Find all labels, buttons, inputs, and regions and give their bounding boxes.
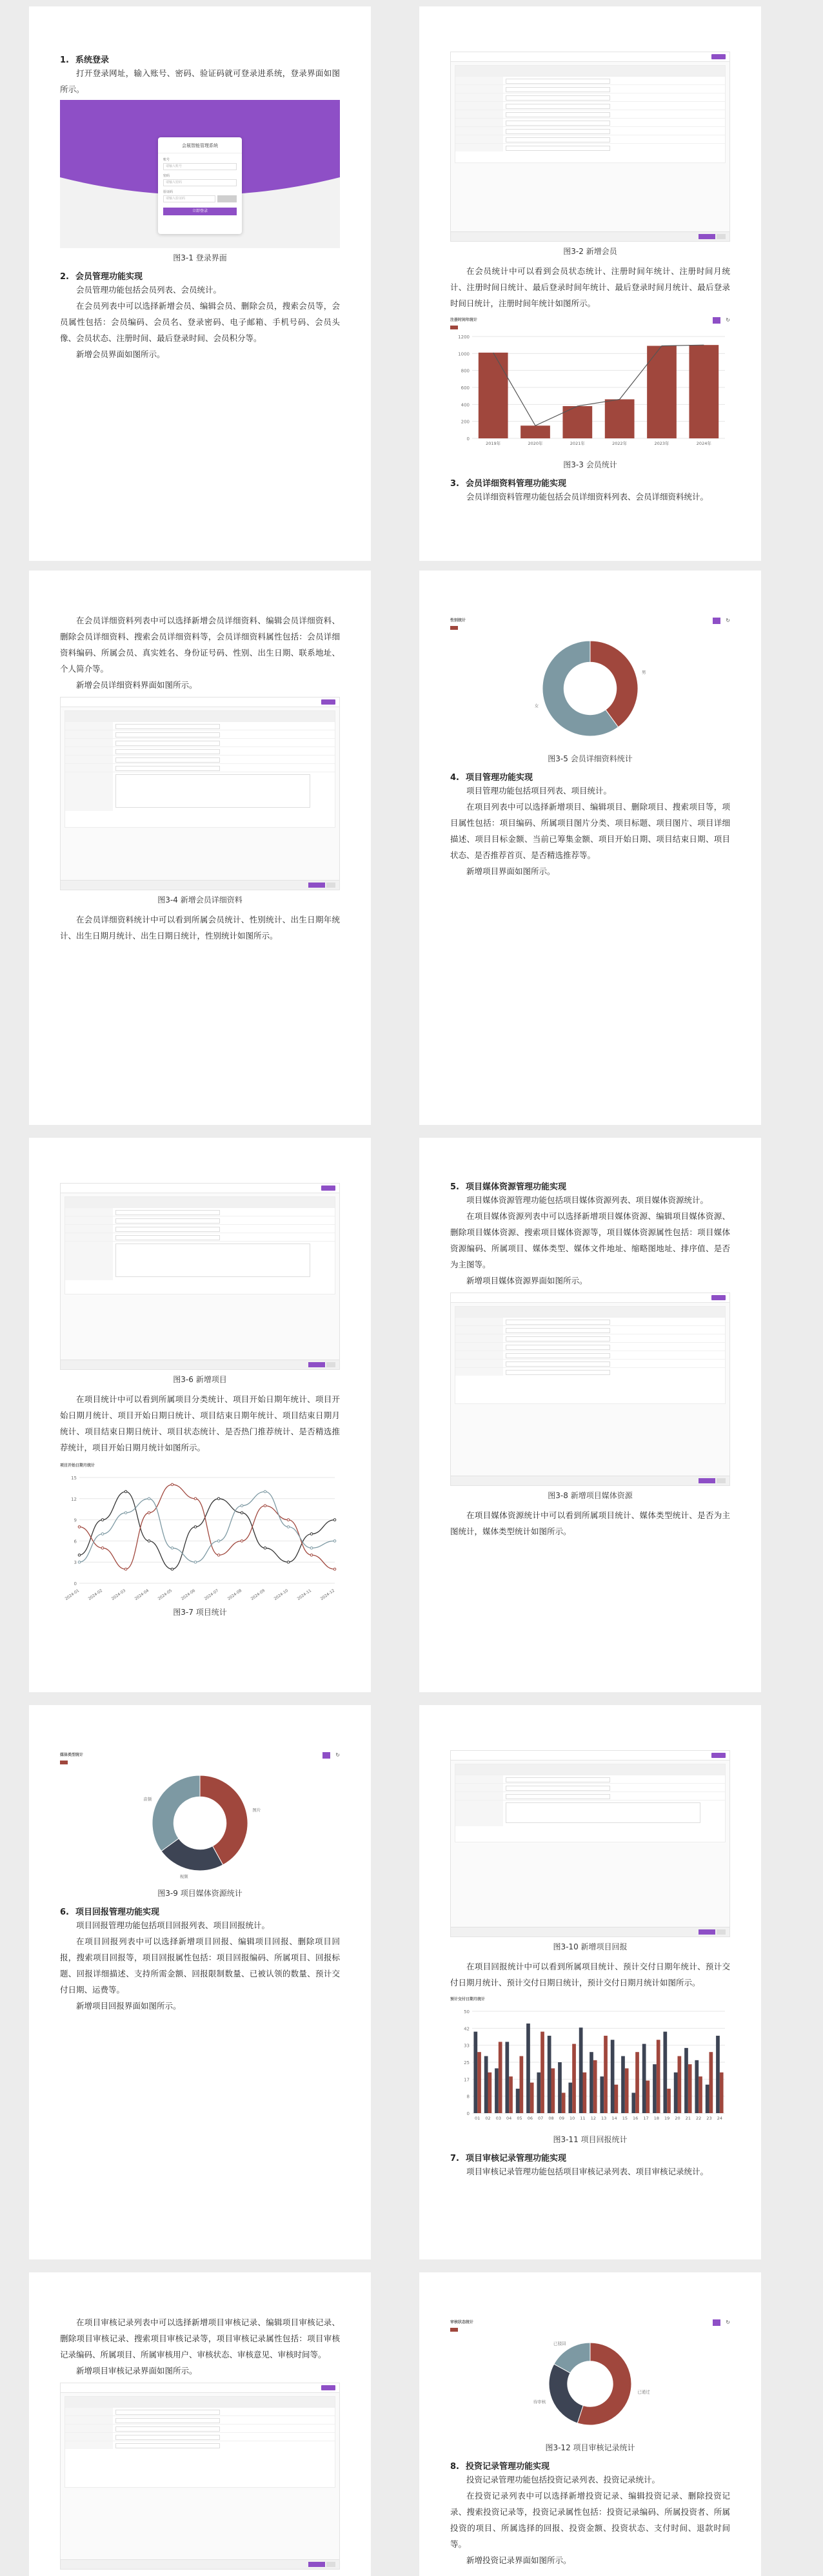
bar	[674, 2073, 678, 2113]
bar	[605, 399, 635, 438]
section-heading: 4. 项目管理功能实现	[450, 772, 533, 783]
figure-caption: 图3-8 新增项目媒体资源	[548, 1491, 633, 1500]
paragraph: 会员详细资料管理功能包括会员详细资料列表、会员详细资料统计。	[466, 491, 709, 502]
bar	[558, 2062, 562, 2113]
x-tick-label: 10	[570, 2116, 575, 2121]
bar	[706, 2085, 709, 2113]
paragraph: 在会员详细资料列表中可以选择新增会员详细资料、编辑会员详细资料、删除会员详细资料、搜索会员详细资料等，会员详细资料属性包括：会员详细资料编码、所属会员、真实姓名、身份证号码、性别、出生日期、联系地址、个人简介等。	[60, 616, 340, 674]
data-point	[217, 1554, 220, 1556]
bar	[720, 2073, 724, 2113]
figure-caption: 图3-1 登录界面	[173, 253, 227, 262]
username-input[interactable]: 请输入账号	[163, 163, 237, 170]
section-heading: 7. 项目审核记录管理功能实现	[450, 2154, 566, 2163]
chart-header: 注册时间年统计	[450, 318, 478, 322]
bar	[593, 2060, 597, 2113]
y-tick-label: 50	[464, 2009, 470, 2015]
bar	[495, 2068, 499, 2113]
paragraph: 在会员详细资料统计中可以看到所属会员统计、性别统计、出生日期年统计、出生日期月统计、出生日期日统计，性别统计如图所示。	[60, 915, 340, 941]
doc-page-1	[29, 6, 371, 561]
captcha-label: 验证码	[163, 190, 174, 194]
paragraph: 在会员列表中可以选择新增会员、编辑会员、删除会员，搜索会员等，会员属性包括：会员编码、会员名、登录密码、电子邮箱、手机号码、会员头像、会员状态、注册时间、最后登录时间、会员积分等。	[60, 301, 340, 343]
x-tick-label: 08	[548, 2116, 554, 2121]
search-icon[interactable]	[713, 317, 720, 324]
back-button[interactable]	[717, 1478, 726, 1483]
bar	[551, 2068, 555, 2113]
chart-project-stats	[60, 1461, 340, 1603]
y-tick-label: 400	[461, 402, 470, 407]
x-tick-label: 24	[717, 2116, 722, 2121]
bar	[479, 353, 508, 438]
paragraph: 新增项目媒体资源界面如图所示。	[466, 1276, 588, 1285]
save-button[interactable]	[699, 1478, 715, 1483]
bar	[647, 346, 677, 438]
chart-gender-stats	[450, 616, 730, 749]
bar	[583, 2073, 587, 2113]
paragraph: 在项目统计中可以看到所属项目分类统计、项目开始日期年统计、项目开始日期月统计、项目开始日期日统计、项目结束日期年统计、项目结束日期月统计、项目结束日期日统计、项目状态统计、是否热门推荐统计、是否精选推荐统计，项目开始日期月统计如图所示。	[60, 1394, 340, 1452]
bar	[537, 2073, 540, 2113]
x-tick-label: 21	[685, 2116, 691, 2121]
data-point	[171, 1568, 174, 1570]
figure-caption: 图3-4 新增会员详细资料	[157, 895, 243, 904]
search-icon[interactable]	[713, 618, 720, 624]
bar	[499, 2042, 502, 2113]
bar	[615, 2085, 619, 2113]
bar	[689, 345, 719, 438]
paragraph: 新增投资记录界面如图所示。	[466, 2555, 571, 2565]
x-tick-label: 19	[664, 2116, 670, 2121]
data-point	[217, 1498, 220, 1500]
x-tick-label: 01	[475, 2116, 481, 2121]
captcha-image[interactable]	[217, 195, 237, 202]
y-tick-label: 0	[466, 436, 470, 442]
chart-header: 性别统计	[450, 618, 466, 623]
slice-label: 视频	[179, 1873, 188, 1879]
data-point	[264, 1505, 266, 1507]
figure-caption: 图3-6 新增项目	[173, 1375, 227, 1384]
x-tick-label: 2022年	[612, 440, 628, 446]
data-point	[148, 1498, 150, 1500]
y-tick-label: 6	[74, 1539, 77, 1545]
bar	[579, 2027, 583, 2113]
data-point	[241, 1505, 243, 1507]
refresh-icon[interactable]: ↻	[726, 2319, 730, 2325]
data-point	[217, 1540, 220, 1543]
bar	[568, 2083, 572, 2113]
x-tick-label: 2021年	[570, 440, 585, 446]
member-detail-form-screenshot	[60, 697, 340, 890]
series-line	[79, 1492, 335, 1569]
paragraph: 在项目媒体资源统计中可以看到所属项目统计、媒体类型统计、是否为主图统计，媒体类型统计如图所示。	[450, 1510, 730, 1536]
y-tick-label: 800	[461, 368, 470, 374]
captcha-input[interactable]: 请输入验证码	[163, 195, 215, 202]
data-point	[333, 1540, 336, 1543]
figure-caption: 图3-9 项目媒体资源统计	[157, 1888, 243, 1898]
paragraph: 在项目回报列表中可以选择新增项目回报、编辑项目回报、删除项目回报，搜索项目回报等，项目回报属性包括：项目回报编码、所属项目、回报标题、回报详细描述、支持所需金额、回报限制数量、已被认领的数量、预计交付日期、运费等。	[60, 1936, 340, 1995]
bar	[505, 2042, 509, 2113]
slice-label: 女	[534, 703, 539, 708]
paragraph: 新增会员详细资料界面如图所示。	[76, 680, 197, 690]
section-heading: 1. 系统登录	[60, 55, 109, 65]
bar	[611, 2040, 615, 2113]
x-tick-label: 02	[485, 2116, 491, 2121]
refresh-icon[interactable]: ↻	[726, 317, 730, 323]
x-tick-label: 13	[601, 2116, 607, 2121]
data-point	[171, 1483, 174, 1486]
bar	[621, 2056, 625, 2113]
data-point	[310, 1547, 313, 1550]
pie-chart	[60, 1765, 340, 1881]
x-tick-label: 06	[527, 2116, 533, 2121]
x-tick-label: 17	[643, 2116, 649, 2121]
data-point	[333, 1568, 336, 1570]
chart-header: 预计交付日期月统计	[450, 1997, 486, 2002]
pie-slice	[152, 1775, 200, 1851]
doc-page-5	[29, 1138, 371, 1692]
data-point	[194, 1526, 197, 1528]
password-input[interactable]: 请输入密码	[163, 179, 237, 186]
y-tick-label: 1200	[458, 334, 470, 340]
paragraph: 在投资记录列表中可以选择新增投资记录、编辑投资记录、删除投资记录、搜索投资记录等，投资记录属性包括：投资记录编码、所属投资者、所属投资的项目、所属选择的回报、投资金额、投资状态、支付时间、退款时间等。	[450, 2490, 730, 2549]
data-point	[148, 1512, 150, 1514]
data-point	[241, 1540, 243, 1543]
data-point	[171, 1547, 174, 1550]
paragraph: 在项目审核记录列表中可以选择新增项目审核记录、编辑项目审核记录、删除项目审核记录、搜索项目审核记录等，项目审核记录属性包括：项目审核记录编码、所属项目、所属审核用户、审核状态、审核意见、审核时间等。	[60, 2317, 340, 2359]
paragraph: 项目审核记录管理功能包括项目审核记录列表、项目审核记录统计。	[466, 2167, 709, 2176]
refresh-icon[interactable]: ↻	[726, 618, 730, 623]
slice-label: 音频	[143, 1796, 152, 1802]
x-tick-label: 2024-11	[296, 1588, 313, 1600]
x-tick-label: 2024年	[696, 440, 711, 446]
bar	[709, 2052, 713, 2113]
bar	[520, 2056, 524, 2113]
data-point	[194, 1498, 197, 1500]
username-label: 账号	[163, 158, 170, 162]
doc-page-10	[419, 2272, 761, 2576]
back-button[interactable]	[326, 883, 335, 888]
x-tick-label: 2024-07	[203, 1588, 220, 1600]
bar	[509, 2076, 513, 2113]
paragraph: 新增项目界面如图所示。	[466, 866, 555, 876]
chart-header: 项目开始日期月统计	[60, 1463, 95, 1468]
data-point	[78, 1526, 81, 1528]
chart-header: 媒体类型统计	[60, 1753, 84, 1757]
x-tick-label: 22	[696, 2116, 702, 2121]
bar	[488, 2073, 492, 2113]
x-tick-label: 14	[611, 2116, 617, 2121]
paragraph: 在项目回报统计中可以看到所属项目统计、预计交付日期年统计、预计交付日期月统计、预计交付日期日统计，预计交付日期月统计如图所示。	[450, 1962, 730, 1987]
data-point	[124, 1512, 127, 1514]
save-button[interactable]	[308, 1362, 325, 1367]
media-form-screenshot	[450, 1293, 730, 1486]
chart-reward-stats	[450, 1995, 730, 2130]
x-tick-label: 2024-06	[180, 1588, 197, 1600]
chart-header: 审核状态统计	[450, 2320, 474, 2325]
pie-slice	[549, 2364, 583, 2423]
y-tick-label: 17	[464, 2077, 470, 2083]
y-tick-label: 25	[464, 2060, 470, 2065]
bar-chart	[450, 330, 730, 453]
x-tick-label: 2024-10	[273, 1588, 290, 1600]
bar-chart	[450, 2005, 730, 2127]
data-point	[310, 1554, 313, 1556]
data-point	[101, 1533, 104, 1536]
x-tick-label: 20	[675, 2116, 680, 2121]
section-heading: 6. 项目回报管理功能实现	[60, 1907, 159, 1917]
x-tick-label: 2020年	[528, 440, 543, 446]
chart-member-stats	[450, 315, 730, 455]
bar	[663, 2032, 667, 2113]
slice-label: 待审核	[533, 2399, 546, 2405]
bar	[604, 2036, 608, 2113]
login-title: 会展智能管理系统	[158, 137, 242, 153]
paragraph: 会员管理功能包括会员列表、会员统计。	[76, 285, 222, 295]
audit-form-screenshot	[60, 2383, 340, 2570]
bar	[653, 2064, 657, 2113]
x-tick-label: 07	[538, 2116, 544, 2121]
save-button[interactable]	[308, 2562, 325, 2567]
section-heading: 2. 会员管理功能实现	[60, 272, 143, 282]
figure-caption: 图3-5 会员详细资料统计	[548, 754, 633, 763]
data-point	[310, 1533, 313, 1536]
x-tick-label: 2024-02	[87, 1588, 104, 1600]
bar	[635, 2052, 639, 2113]
search-icon[interactable]	[713, 2319, 720, 2326]
data-point	[264, 1547, 266, 1550]
bar	[716, 2036, 720, 2113]
pie-chart	[450, 630, 730, 746]
bar	[530, 2083, 534, 2113]
y-tick-label: 600	[461, 385, 470, 391]
y-tick-label: 9	[74, 1517, 77, 1523]
paragraph: 在项目媒体资源列表中可以选择新增项目媒体资源、编辑项目媒体资源、删除项目媒体资源、搜索项目媒体资源等，项目媒体资源属性包括：项目媒体资源编码、所属项目、媒体类型、媒体文件地址、缩略图地址、排序值、是否为主图等。	[450, 1211, 730, 1269]
doc-page-8	[419, 1705, 761, 2259]
slice-label: 已通过	[637, 2389, 650, 2395]
chart-audit-stats	[450, 2317, 730, 2438]
x-tick-label: 05	[517, 2116, 522, 2121]
bar	[484, 2056, 488, 2113]
paragraph: 新增项目回报界面如图所示。	[76, 2000, 181, 2011]
x-tick-label: 2024-03	[110, 1588, 127, 1600]
bar	[695, 2060, 699, 2113]
x-tick-label: 2024-09	[250, 1588, 266, 1600]
x-tick-label: 18	[653, 2116, 659, 2121]
back-button[interactable]	[326, 2562, 335, 2567]
figure-caption: 图3-7 项目统计	[173, 1608, 227, 1617]
y-tick-label: 42	[464, 2026, 470, 2032]
login-screenshot	[60, 100, 340, 248]
pie-chart	[450, 2332, 730, 2435]
bar	[548, 2036, 551, 2113]
x-tick-label: 09	[559, 2116, 564, 2121]
slice-label: 男	[641, 669, 646, 675]
section-heading: 8. 投资记录管理功能实现	[450, 2461, 550, 2472]
save-button[interactable]	[699, 234, 715, 239]
member-form-screenshot	[450, 52, 730, 242]
x-tick-label: 2019年	[486, 440, 501, 446]
bar	[688, 2064, 692, 2113]
bar	[699, 2076, 702, 2113]
slice-label: 图片	[252, 1807, 261, 1813]
figure-caption: 图3-3 会员统计	[563, 460, 617, 469]
project-form-screenshot	[60, 1183, 340, 1370]
line-chart	[60, 1471, 340, 1600]
paragraph: 在会员统计中可以看到会员状态统计、注册时间年统计、注册时间月统计、注册时间日统计、最后登录时间年统计、最后登录时间月统计、最后登录时间日统计，注册时间年统计如图所示。	[450, 266, 730, 308]
data-point	[101, 1519, 104, 1521]
data-point	[124, 1490, 127, 1493]
bar	[540, 2032, 544, 2113]
bar	[600, 2076, 604, 2113]
back-button[interactable]	[717, 1929, 726, 1935]
password-label: 密码	[163, 174, 170, 178]
data-point	[333, 1519, 336, 1521]
doc-page-4	[419, 571, 761, 1125]
x-tick-label: 04	[506, 2116, 512, 2121]
save-button[interactable]	[308, 883, 325, 888]
y-tick-label: 33	[464, 2043, 470, 2049]
figure-caption: 图3-10 新增项目回报	[553, 1942, 628, 1951]
back-button[interactable]	[326, 1362, 335, 1367]
data-point	[78, 1554, 81, 1556]
data-point	[194, 1561, 197, 1563]
paragraph: 项目管理功能包括项目列表、项目统计。	[466, 785, 612, 795]
x-tick-label: 11	[580, 2116, 586, 2121]
paragraph: 新增项目审核记录界面如图所示。	[76, 2366, 197, 2376]
reward-form-screenshot	[450, 1750, 730, 1937]
x-tick-label: 2024-04	[134, 1588, 150, 1600]
y-tick-label: 3	[74, 1560, 77, 1566]
chart-media-stats	[60, 1750, 340, 1884]
search-icon[interactable]	[322, 1752, 330, 1759]
bar	[521, 425, 550, 438]
x-tick-label: 2024-12	[319, 1588, 336, 1600]
figure-caption: 图3-11 项目回报统计	[553, 2135, 628, 2144]
bar	[473, 2032, 477, 2113]
bar	[631, 2093, 635, 2113]
data-point	[148, 1540, 150, 1543]
x-tick-label: 16	[633, 2116, 639, 2121]
y-tick-label: 8	[466, 2094, 470, 2100]
doc-page-2	[419, 6, 761, 561]
bar	[477, 2052, 481, 2113]
x-tick-label: 03	[495, 2116, 501, 2121]
bar	[657, 2040, 660, 2113]
paragraph: 项目媒体资源管理功能包括项目媒体资源列表、项目媒体资源统计。	[466, 1195, 709, 1205]
doc-page-9	[29, 2272, 371, 2576]
bar	[684, 2048, 688, 2113]
figure-caption: 图3-12 项目审核记录统计	[545, 2443, 635, 2452]
paragraph: 新增会员界面如图所示。	[76, 349, 165, 359]
bar	[516, 2089, 520, 2113]
paragraph: 项目回报管理功能包括项目回报列表、项目回报统计。	[76, 1920, 270, 1930]
y-tick-label: 1000	[458, 351, 470, 356]
bar	[678, 2056, 682, 2113]
x-tick-label: 2024-08	[226, 1588, 243, 1600]
figure-caption: 图3-2 新增会员	[563, 247, 617, 256]
y-tick-label: 0	[74, 1581, 77, 1586]
section-heading: 3. 会员详细资料管理功能实现	[450, 478, 566, 489]
data-point	[101, 1547, 104, 1550]
y-tick-label: 0	[466, 2111, 470, 2116]
x-tick-label: 15	[622, 2116, 628, 2121]
bar	[625, 2068, 629, 2113]
x-tick-label: 12	[590, 2116, 596, 2121]
paragraph: 投资记录管理功能包括投资记录列表、投资记录统计。	[466, 2474, 660, 2484]
bar	[590, 2052, 593, 2113]
doc-page-6	[419, 1138, 761, 1692]
data-point	[287, 1526, 290, 1528]
bar	[572, 2044, 576, 2113]
save-button[interactable]	[699, 1929, 715, 1935]
data-point	[124, 1568, 127, 1570]
refresh-icon[interactable]: ↻	[335, 1752, 340, 1758]
bar	[526, 2024, 530, 2113]
data-point	[78, 1561, 81, 1563]
y-tick-label: 15	[71, 1476, 77, 1481]
section-heading: 5. 项目媒体资源管理功能实现	[450, 1182, 566, 1192]
login-card	[158, 137, 242, 234]
paragraph: 在项目列表中可以选择新增项目、编辑项目、删除项目、搜索项目等，项目属性包括：项目编码、所属项目图片分类、项目标题、项目图片、项目详细描述、项目目标金额、当前已筹集金额、项目开始日期、项目结束日期、项目状态、是否推荐首页、是否精选推荐等。	[450, 801, 730, 860]
bar	[646, 2080, 650, 2113]
bar	[642, 2044, 646, 2113]
data-point	[241, 1512, 243, 1514]
slice-label: 已驳回	[553, 2340, 566, 2346]
y-tick-label: 200	[461, 419, 470, 425]
paragraph: 打开登录网址，输入账号、密码、验证码就可登录进系统，登录界面如图所示。	[60, 68, 340, 94]
data-point	[264, 1490, 266, 1493]
bar	[667, 2089, 671, 2113]
doc-page-3	[29, 571, 371, 1125]
bar	[562, 2093, 566, 2113]
y-tick-label: 12	[71, 1496, 77, 1502]
data-point	[287, 1561, 290, 1563]
x-tick-label: 2024-01	[64, 1588, 81, 1600]
x-tick-label: 2023年	[654, 440, 669, 446]
x-tick-label: 23	[706, 2116, 712, 2121]
doc-page-7	[29, 1705, 371, 2259]
back-button[interactable]	[717, 234, 726, 239]
data-point	[287, 1519, 290, 1521]
login-button[interactable]: 立即登录	[163, 208, 237, 215]
x-tick-label: 2024-05	[157, 1588, 174, 1600]
